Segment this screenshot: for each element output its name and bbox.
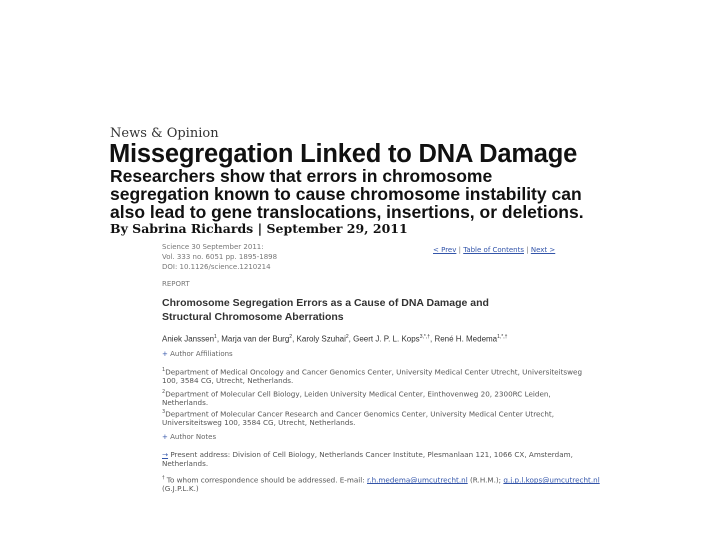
affiliation-line: Department of Molecular Cell Biology, Leiden University Medical Center, Einthovenweg 20, 2300RC Leiden, <box>165 389 551 399</box>
section-label: News & Opinion <box>110 126 219 141</box>
subheadline-line-3: also lead to gene translocations, insertions, or deletions. <box>110 202 584 222</box>
headline: Missegregation Linked to DNA Damage <box>109 140 578 168</box>
note-text: To whom correspondence should be addressed. E-mail: <box>164 475 368 485</box>
affiliation-line: Department of Medical Oncology and Cancer Genomics Center, University Medical Center Utrecht, Universiteitsweg <box>165 367 583 377</box>
report-label: REPORT <box>162 280 190 288</box>
affiliation-2 <box>162 388 551 407</box>
note-text: (G.J.P.L.K.) <box>162 484 199 494</box>
affiliation-sup: 2 <box>162 389 166 395</box>
present-address-note <box>162 450 573 468</box>
paper-title-line-1: Chromosome Segregation Errors as a Cause of DNA Damage and <box>162 297 489 309</box>
prev-link[interactable]: < Prev <box>433 246 457 254</box>
author-name[interactable]: Karoly Szuhai <box>296 334 346 344</box>
article-nav <box>433 246 555 254</box>
email-link-kops[interactable]: g.j.p.l.kops@umcutrecht.nl <box>503 475 600 485</box>
note-text: Present address: Division of Cell Biology, Netherlands Cancer Institute, Plesmanlaan 121, 1066 CX, Amsterdam, <box>168 450 573 459</box>
nav-separator: | <box>458 246 461 254</box>
author-name[interactable]: Geert J. P. L. Kops <box>353 334 420 344</box>
note-text: (R.H.M.); <box>467 475 504 485</box>
author-name[interactable]: René H. Medema <box>434 334 498 344</box>
affiliation-3 <box>162 408 554 427</box>
author-notes-toggle[interactable] <box>162 433 216 441</box>
nav-separator: | <box>526 246 529 254</box>
paper-title-line-2: Structural Chromosome Aberrations <box>162 311 344 323</box>
affiliation-line: Universiteitsweg 100, 3584 CG, Utrecht, Netherlands. <box>162 418 356 428</box>
note-marker-link[interactable]: → <box>162 450 169 459</box>
correspondence-note <box>162 474 600 493</box>
author-notes-label: Author Notes <box>170 433 217 441</box>
affiliation-1 <box>162 366 582 385</box>
affiliation-line: Netherlands. <box>162 398 209 408</box>
table-of-contents-link[interactable]: Table of Contents <box>463 246 524 254</box>
affiliation-line: 100, 3584 CG, Utrecht, Netherlands. <box>162 376 294 386</box>
article-meta-doi: DOI: 10.1126/science.1210214 <box>162 263 271 271</box>
author-sup: 1 <box>214 334 217 340</box>
author-sup: 2 <box>345 334 349 340</box>
article-meta-journal: Science 30 September 2011: <box>162 243 264 251</box>
author-sup: 3,*,† <box>419 334 430 340</box>
author-name[interactable]: Marja van der Burg <box>221 334 290 344</box>
subheadline-line-1: Researchers show that errors in chromosome <box>110 166 493 186</box>
next-link[interactable]: Next > <box>530 246 556 254</box>
note-text: Netherlands. <box>162 459 209 468</box>
affiliation-line: Department of Molecular Cancer Research and Cancer Genomics Center, University Medical Center Utrecht, <box>165 409 555 419</box>
note-marker: † <box>162 475 165 481</box>
email-link-medema[interactable]: r.h.medema@umcutrecht.nl <box>367 475 468 485</box>
author-sup: 2 <box>289 334 293 340</box>
author-affiliations-toggle[interactable] <box>162 350 233 358</box>
expand-icon[interactable]: + <box>162 350 168 358</box>
article-meta-volume: Vol. 333 no. 6051 pp. 1895-1898 <box>162 253 278 261</box>
subheadline-line-2: segregation known to cause chromosome instability can <box>110 184 582 204</box>
author-sup: 1,*,† <box>497 334 508 340</box>
author-name[interactable]: Aniek Janssen <box>162 334 215 344</box>
byline: By Sabrina Richards | September 29, 2011 <box>110 221 408 236</box>
author-affiliations-label: Author Affiliations <box>170 350 233 358</box>
affiliation-sup: 3 <box>162 409 166 415</box>
affiliation-sup: 1 <box>162 367 166 373</box>
expand-icon[interactable]: + <box>162 433 168 441</box>
author-list: Aniek Janssen$^1$, Marja van der Burg$^2$, Karoly Szuhai$^2$, Geert J. P. L. Kops$^{3,*,\dagger}$, René H. Medema$^{1,*,\dagger}$ <box>162 334 508 344</box>
